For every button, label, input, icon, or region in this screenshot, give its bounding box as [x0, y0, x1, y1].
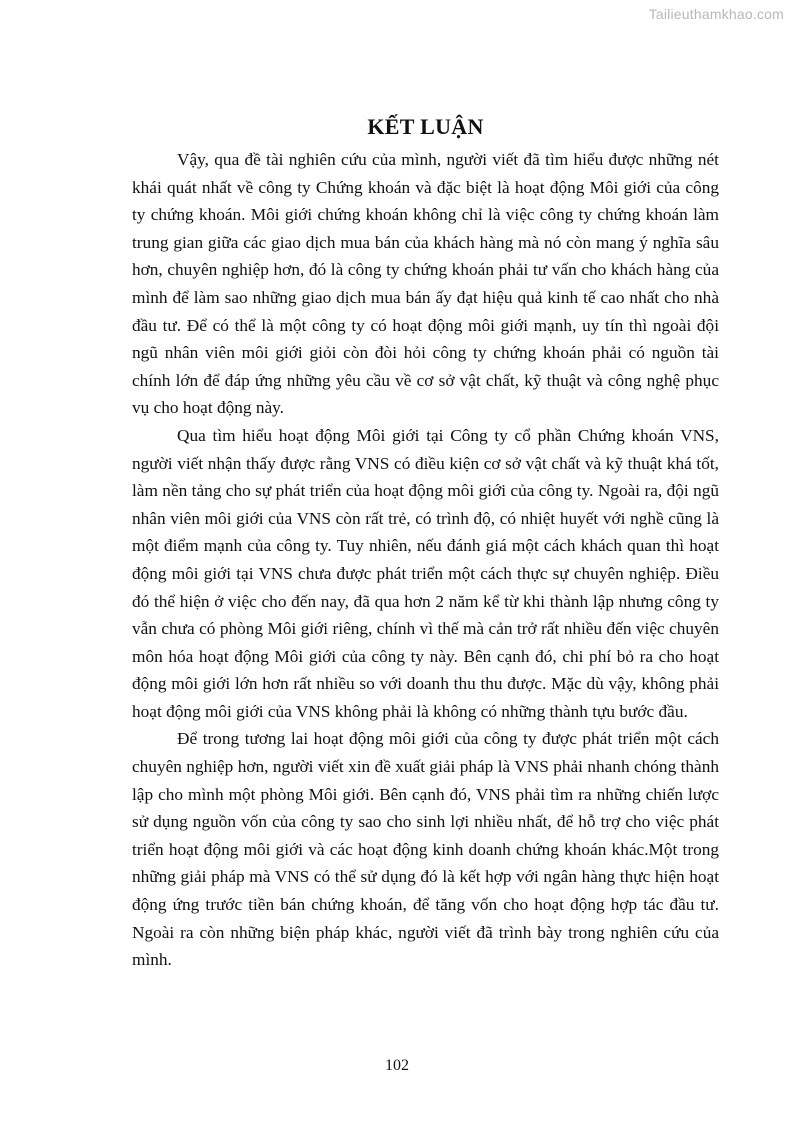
page-title: KẾT LUẬN	[367, 114, 484, 139]
watermark: Tailieuthamkhao.com	[648, 6, 784, 22]
document-body	[132, 112, 719, 974]
page-number: 102	[385, 1057, 409, 1074]
paragraph-3: Để trong tương lai hoạt động môi giới của công ty được phát triển một cách chuyên nghiệp hơn, người viết xin đề xuất giải pháp là VNS phải nhanh chóng thành lập cho mình một phòng Môi giới. Bên cạnh đó, VNS phải tìm ra những chiến lược sử dụng nguồn vốn của công ty sao cho sinh lợi nhiều nhất, để hỗ trợ cho việc phát triển hoạt động môi giới và các hoạt động kinh doanh chứng khoán khác.Một trong những giải pháp mà VNS có thể sử dụng đó là kết hợp với ngân hàng thực hiện hoạt động ứng trước tiền bán chứng khoán, để tăng vốn cho hoạt động hợp tác đầu tư. Ngoài ra còn những biện pháp khác, người viết đã trình bày trong nghiên cứu của mình.	[132, 729, 719, 970]
paragraph-2: Qua tìm hiểu hoạt động Môi giới tại Công ty cổ phần Chứng khoán VNS, người viết nhận thấy được rằng VNS có điều kiện cơ sở vật chất và kỹ thuật khá tốt, làm nền tảng cho sự phát triển của hoạt động môi giới của công ty. Ngoài ra, đội ngũ nhân viên môi giới của VNS còn rất trẻ, có trình độ, có nhiệt huyết với nghề cũng là một điểm mạnh của công ty. Tuy nhiên, nếu đánh giá một cách khách quan thì hoạt động môi giới tại VNS chưa được phát triển một cách thực sự chuyên nghiệp. Điều đó thể hiện ở việc cho đến nay, đã qua hơn 2 năm kể từ khi thành lập nhưng công ty vẫn chưa có phòng Môi giới riêng, chính vì thế mà cản trở rất nhiều đến việc chuyên môn hóa hoạt động Môi giới của công ty này. Bên cạnh đó, chi phí bỏ ra cho hoạt động môi giới lớn hơn rất nhiều so với doanh thu thu được. Mặc dù vậy, không phải hoạt động môi giới của VNS không phải là không có những thành tựu bước đầu.	[132, 425, 719, 721]
paragraph-1: Vậy, qua đề tài nghiên cứu của mình, người viết đã tìm hiểu được những nét khái quát nhất về công ty Chứng khoán và đặc biệt là hoạt động Môi giới của công ty chứng khoán. Môi giới chứng khoán không chỉ là việc công ty chứng khoán làm trung gian giữa các giao dịch mua bán của khách hàng mà nó còn mang ý nghĩa sâu hơn, chuyên nghiệp hơn, đó là công ty chứng khoán phải tư vấn cho khách hàng của mình để làm sao những giao dịch mua bán ấy đạt hiệu quả kinh tế cao nhất cho nhà đầu tư. Để có thể là một công ty có hoạt động môi giới mạnh, uy tín thì ngoài đội ngũ nhân viên môi giới giỏi còn đòi hỏi công ty chứng khoán phải có nguồn tài chính lớn để đáp ứng những yêu cầu về cơ sở vật chất, kỹ thuật và công nghệ phục vụ cho hoạt động này.	[132, 150, 719, 418]
